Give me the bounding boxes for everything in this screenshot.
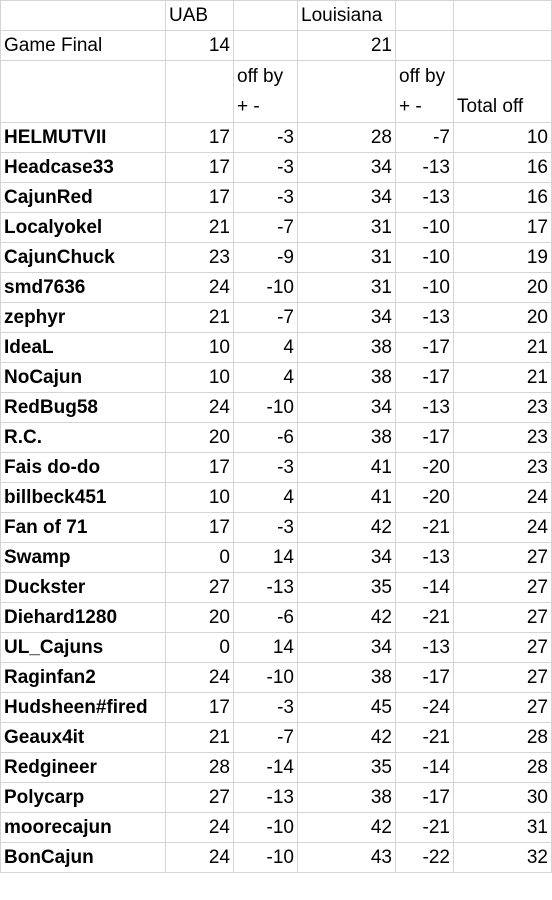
uab-off-by-cell[interactable]: -13 [234, 573, 298, 603]
table-row [1, 303, 552, 333]
uab-off-by-cell[interactable]: -10 [234, 393, 298, 423]
louisiana-off-by-cell[interactable]: -21 [396, 603, 454, 633]
uab-prediction-cell[interactable]: 20 [166, 423, 234, 453]
louisiana-off-by-cell[interactable]: -17 [396, 663, 454, 693]
uab-off-by-cell[interactable]: -3 [234, 123, 298, 153]
total-off-cell[interactable]: 27 [454, 573, 552, 603]
louisiana-off-by-cell[interactable]: -20 [396, 483, 454, 513]
louisiana-prediction-cell[interactable]: 34 [298, 183, 396, 213]
total-off-cell[interactable]: 21 [454, 363, 552, 393]
louisiana-prediction-cell[interactable]: 31 [298, 213, 396, 243]
total-off-cell[interactable]: 28 [454, 753, 552, 783]
player-name-cell[interactable]: Diehard1280 [1, 603, 166, 633]
team-header-row [1, 1, 552, 31]
uab-off-by-cell[interactable]: 4 [234, 333, 298, 363]
total-off-cell[interactable]: 31 [454, 813, 552, 843]
louisiana-off-by-cell[interactable]: -21 [396, 723, 454, 753]
uab-off-by-cell[interactable]: -9 [234, 243, 298, 273]
louisiana-prediction-cell[interactable]: 43 [298, 843, 396, 873]
uab-off-by-cell[interactable]: -10 [234, 843, 298, 873]
total-off-cell[interactable]: 17 [454, 213, 552, 243]
louisiana-off-by-cell[interactable]: -17 [396, 363, 454, 393]
total-off-cell[interactable]: 16 [454, 183, 552, 213]
table-row [1, 123, 552, 153]
louisiana-prediction-cell[interactable]: 41 [298, 453, 396, 483]
player-name-cell[interactable]: Geaux4it [1, 723, 166, 753]
louisiana-prediction-cell[interactable]: 38 [298, 663, 396, 693]
louisiana-prediction-cell[interactable]: 34 [298, 633, 396, 663]
off-by-header-team1[interactable] [234, 61, 298, 123]
table-row [1, 153, 552, 183]
table-row [1, 783, 552, 813]
plus-minus-label: + - [237, 96, 260, 117]
column-subheader-row [1, 61, 552, 123]
louisiana-prediction-cell[interactable]: 35 [298, 753, 396, 783]
uab-prediction-cell[interactable]: 17 [166, 513, 234, 543]
louisiana-off-by-cell[interactable]: -13 [396, 393, 454, 423]
uab-prediction-cell[interactable]: 10 [166, 363, 234, 393]
player-name-cell[interactable]: billbeck451 [1, 483, 166, 513]
player-name-cell[interactable]: smd7636 [1, 273, 166, 303]
total-off-cell[interactable]: 32 [454, 843, 552, 873]
louisiana-off-by-cell[interactable]: -17 [396, 783, 454, 813]
uab-prediction-cell[interactable]: 24 [166, 663, 234, 693]
player-name-cell[interactable]: CajunChuck [1, 243, 166, 273]
total-off-cell[interactable]: 24 [454, 483, 552, 513]
player-name-cell[interactable]: R.C. [1, 423, 166, 453]
total-off-cell[interactable]: 21 [454, 333, 552, 363]
uab-prediction-cell[interactable]: 17 [166, 453, 234, 483]
uab-prediction-cell[interactable]: 27 [166, 783, 234, 813]
uab-prediction-cell[interactable]: 21 [166, 213, 234, 243]
player-name-cell[interactable]: IdeaL [1, 333, 166, 363]
louisiana-prediction-cell[interactable]: 28 [298, 123, 396, 153]
uab-prediction-cell[interactable]: 28 [166, 753, 234, 783]
louisiana-off-by-cell[interactable]: -17 [396, 423, 454, 453]
louisiana-prediction-cell[interactable]: 42 [298, 513, 396, 543]
louisiana-prediction-cell[interactable]: 35 [298, 573, 396, 603]
louisiana-off-by-cell[interactable]: -20 [396, 453, 454, 483]
uab-off-by-cell[interactable]: 4 [234, 483, 298, 513]
total-off-cell[interactable]: 20 [454, 273, 552, 303]
player-name-cell[interactable]: Hudsheen#fired [1, 693, 166, 723]
table-row [1, 603, 552, 633]
total-off-cell[interactable]: 28 [454, 723, 552, 753]
uab-off-by-cell[interactable]: -10 [234, 273, 298, 303]
uab-prediction-cell[interactable]: 17 [166, 183, 234, 213]
louisiana-off-by-cell[interactable]: -13 [396, 543, 454, 573]
total-off-cell[interactable]: 27 [454, 543, 552, 573]
player-name-cell[interactable]: Swamp [1, 543, 166, 573]
louisiana-off-by-cell[interactable]: -10 [396, 273, 454, 303]
player-name-cell[interactable]: UL_Cajuns [1, 633, 166, 663]
table-row [1, 753, 552, 783]
total-off-cell[interactable]: 27 [454, 693, 552, 723]
total-off-cell[interactable]: 23 [454, 453, 552, 483]
uab-off-by-cell[interactable]: 14 [234, 543, 298, 573]
louisiana-prediction-cell[interactable]: 38 [298, 783, 396, 813]
louisiana-off-by-cell[interactable]: -13 [396, 153, 454, 183]
blank-cell[interactable] [298, 61, 396, 123]
player-name-cell[interactable]: Fan of 71 [1, 513, 166, 543]
uab-off-by-cell[interactable]: -3 [234, 513, 298, 543]
player-name-cell[interactable]: CajunRed [1, 183, 166, 213]
louisiana-off-by-cell[interactable]: -10 [396, 243, 454, 273]
uab-prediction-cell[interactable]: 20 [166, 603, 234, 633]
uab-off-by-cell[interactable]: -7 [234, 213, 298, 243]
player-name-cell[interactable]: zephyr [1, 303, 166, 333]
louisiana-prediction-cell[interactable]: 42 [298, 813, 396, 843]
uab-off-by-cell[interactable]: -7 [234, 723, 298, 753]
uab-prediction-cell[interactable]: 21 [166, 723, 234, 753]
game-final-row [1, 31, 552, 61]
table-row [1, 723, 552, 753]
player-name-cell[interactable]: NoCajun [1, 363, 166, 393]
table-row [1, 663, 552, 693]
blank-cell[interactable] [166, 61, 234, 123]
table-row [1, 213, 552, 243]
table-row [1, 633, 552, 663]
uab-prediction-cell[interactable]: 10 [166, 333, 234, 363]
louisiana-off-by-cell[interactable]: -14 [396, 753, 454, 783]
louisiana-off-by-cell[interactable]: -21 [396, 813, 454, 843]
total-off-cell[interactable]: 30 [454, 783, 552, 813]
uab-prediction-cell[interactable]: 17 [166, 693, 234, 723]
louisiana-prediction-cell[interactable]: 38 [298, 363, 396, 393]
louisiana-off-by-cell[interactable]: -13 [396, 183, 454, 213]
louisiana-prediction-cell[interactable]: 31 [298, 273, 396, 303]
total-off-header[interactable]: Total off [454, 61, 552, 123]
table-row [1, 183, 552, 213]
player-name-cell[interactable]: Headcase33 [1, 153, 166, 183]
uab-off-by-cell[interactable]: -3 [234, 153, 298, 183]
table-row [1, 543, 552, 573]
louisiana-prediction-cell[interactable]: 45 [298, 693, 396, 723]
uab-prediction-cell[interactable]: 24 [166, 393, 234, 423]
player-name-cell[interactable]: HELMUTVII [1, 123, 166, 153]
table-row [1, 243, 552, 273]
louisiana-prediction-cell[interactable]: 38 [298, 423, 396, 453]
table-row [1, 693, 552, 723]
table-row [1, 453, 552, 483]
table-row [1, 483, 552, 513]
uab-off-by-cell[interactable]: -7 [234, 303, 298, 333]
uab-off-by-cell[interactable]: -6 [234, 603, 298, 633]
louisiana-prediction-cell[interactable]: 34 [298, 393, 396, 423]
table-row [1, 273, 552, 303]
player-name-cell[interactable]: Localyokel [1, 213, 166, 243]
uab-prediction-cell[interactable]: 24 [166, 813, 234, 843]
table-row [1, 813, 552, 843]
uab-prediction-cell[interactable]: 10 [166, 483, 234, 513]
blank-cell[interactable] [454, 31, 552, 61]
uab-off-by-cell[interactable]: -10 [234, 663, 298, 693]
uab-prediction-cell[interactable]: 27 [166, 573, 234, 603]
uab-off-by-cell[interactable]: -3 [234, 183, 298, 213]
player-name-cell[interactable]: Polycarp [1, 783, 166, 813]
uab-off-by-cell[interactable]: -14 [234, 753, 298, 783]
louisiana-prediction-cell[interactable]: 34 [298, 543, 396, 573]
blank-cell[interactable] [1, 1, 166, 31]
table-row [1, 393, 552, 423]
blank-cell[interactable] [234, 1, 298, 31]
player-name-cell[interactable]: Fais do-do [1, 453, 166, 483]
team2-header[interactable]: Louisiana [298, 1, 396, 31]
louisiana-off-by-cell[interactable]: -24 [396, 693, 454, 723]
louisiana-prediction-cell[interactable]: 34 [298, 303, 396, 333]
player-name-cell[interactable]: BonCajun [1, 843, 166, 873]
total-off-cell[interactable]: 27 [454, 663, 552, 693]
player-name-cell[interactable]: Raginfan2 [1, 663, 166, 693]
total-off-cell[interactable]: 27 [454, 633, 552, 663]
final-score-team2[interactable]: 21 [298, 31, 396, 61]
louisiana-off-by-cell[interactable]: -21 [396, 513, 454, 543]
uab-off-by-cell[interactable]: -3 [234, 693, 298, 723]
game-final-label[interactable]: Game Final [1, 31, 166, 61]
louisiana-prediction-cell[interactable]: 34 [298, 153, 396, 183]
louisiana-off-by-cell[interactable]: -22 [396, 843, 454, 873]
blank-cell[interactable] [396, 31, 454, 61]
uab-prediction-cell[interactable]: 0 [166, 543, 234, 573]
total-off-cell[interactable]: 16 [454, 153, 552, 183]
uab-prediction-cell[interactable]: 24 [166, 273, 234, 303]
uab-prediction-cell[interactable]: 0 [166, 633, 234, 663]
table-row [1, 363, 552, 393]
blank-cell[interactable] [1, 61, 166, 123]
uab-off-by-cell[interactable]: 14 [234, 633, 298, 663]
total-off-cell[interactable]: 10 [454, 123, 552, 153]
louisiana-off-by-cell[interactable]: -13 [396, 303, 454, 333]
total-off-cell[interactable]: 27 [454, 603, 552, 633]
uab-off-by-cell[interactable]: -10 [234, 813, 298, 843]
table-row [1, 333, 552, 363]
total-off-cell[interactable]: 20 [454, 303, 552, 333]
uab-off-by-cell[interactable]: -3 [234, 453, 298, 483]
uab-prediction-cell[interactable]: 24 [166, 843, 234, 873]
louisiana-prediction-cell[interactable]: 31 [298, 243, 396, 273]
off-by-label: off by [237, 66, 284, 87]
louisiana-prediction-cell[interactable]: 41 [298, 483, 396, 513]
total-off-cell[interactable]: 23 [454, 393, 552, 423]
louisiana-prediction-cell[interactable]: 38 [298, 333, 396, 363]
uab-prediction-cell[interactable]: 17 [166, 123, 234, 153]
louisiana-prediction-cell[interactable]: 42 [298, 723, 396, 753]
louisiana-prediction-cell[interactable]: 42 [298, 603, 396, 633]
team1-header[interactable]: UAB [166, 1, 234, 31]
uab-off-by-cell[interactable]: -13 [234, 783, 298, 813]
louisiana-off-by-cell[interactable]: -13 [396, 633, 454, 663]
player-name-cell[interactable]: RedBug58 [1, 393, 166, 423]
uab-off-by-cell[interactable]: 4 [234, 363, 298, 393]
table-row [1, 843, 552, 873]
player-name-cell[interactable]: Redgineer [1, 753, 166, 783]
uab-prediction-cell[interactable]: 17 [166, 153, 234, 183]
off-by-header-team2[interactable] [396, 61, 454, 123]
louisiana-off-by-cell[interactable]: -10 [396, 213, 454, 243]
louisiana-off-by-cell[interactable]: -17 [396, 333, 454, 363]
plus-minus-label: + - [399, 96, 422, 117]
total-off-cell[interactable]: 19 [454, 243, 552, 273]
uab-off-by-cell[interactable]: -6 [234, 423, 298, 453]
total-off-cell[interactable]: 23 [454, 423, 552, 453]
player-name-cell[interactable]: Duckster [1, 573, 166, 603]
blank-cell[interactable] [396, 1, 454, 31]
louisiana-off-by-cell[interactable]: -7 [396, 123, 454, 153]
player-name-cell[interactable]: moorecajun [1, 813, 166, 843]
table-row [1, 573, 552, 603]
blank-cell[interactable] [454, 1, 552, 31]
blank-cell[interactable] [234, 31, 298, 61]
final-score-team1[interactable]: 14 [166, 31, 234, 61]
uab-prediction-cell[interactable]: 23 [166, 243, 234, 273]
off-by-label: off by [399, 66, 446, 87]
table-row [1, 513, 552, 543]
louisiana-off-by-cell[interactable]: -14 [396, 573, 454, 603]
total-off-cell[interactable]: 24 [454, 513, 552, 543]
table-row [1, 423, 552, 453]
uab-prediction-cell[interactable]: 21 [166, 303, 234, 333]
